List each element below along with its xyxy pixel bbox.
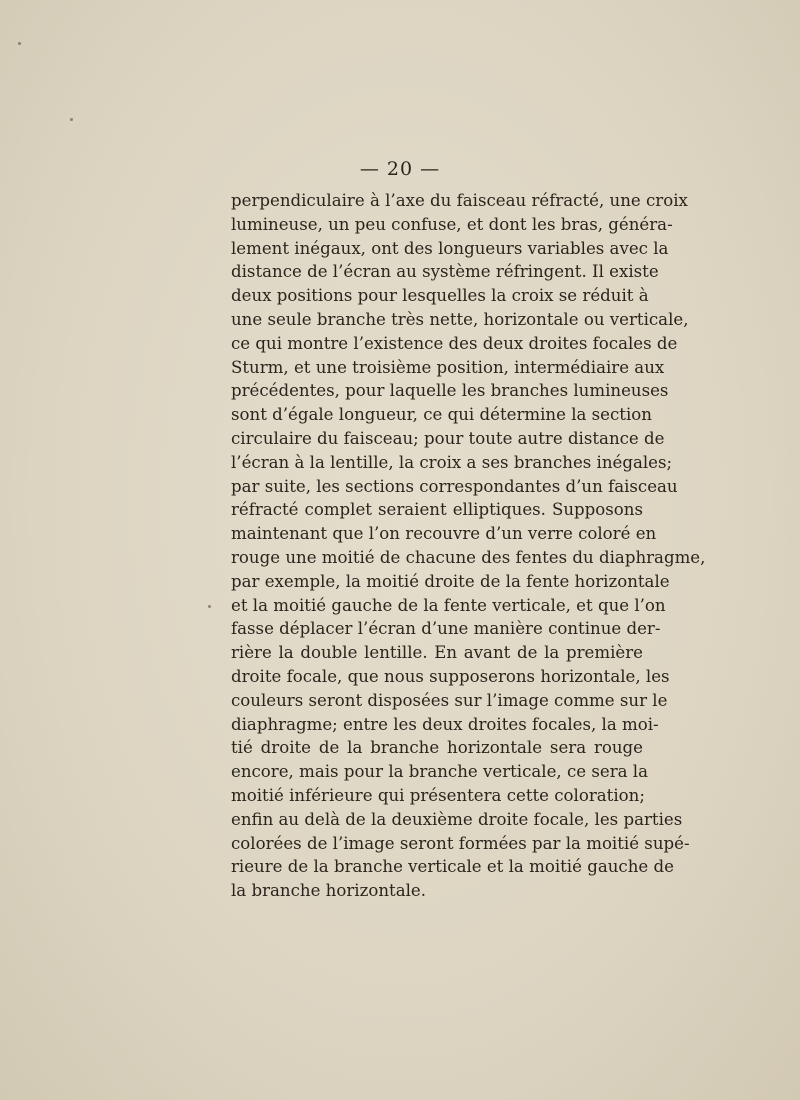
text-line: réfracté complet seraient elliptiques. Supposons bbox=[231, 500, 643, 520]
text-line: une seule branche très nette, horizontale ou verticale, bbox=[231, 309, 689, 329]
text-line: colorées de l’image seront formées par la moitié supé- bbox=[231, 833, 690, 853]
text-line: deux positions pour lesquelles la croix se réduit à bbox=[231, 286, 649, 306]
text-line: lement inégaux, ont des longueurs variables avec la bbox=[231, 238, 669, 258]
paper-speck bbox=[18, 42, 21, 45]
text-line: et la moitié gauche de la fente verticale, et que l’on bbox=[231, 595, 666, 615]
text-line: précédentes, pour laquelle les branches lumineuses bbox=[231, 381, 669, 401]
text-line: rieure de la branche verticale et la moitié gauche de bbox=[231, 857, 674, 877]
page-number: — 20 — bbox=[359, 158, 441, 180]
text-line: couleurs seront disposées sur l’image comme sur le bbox=[231, 690, 668, 710]
text-line: circulaire du faisceau; pour toute autre distance de bbox=[231, 428, 665, 448]
text-line: Sturm, et une troisième position, intermédiaire aux bbox=[231, 357, 665, 377]
text-line: enfin au delà de la deuxième droite focale, les parties bbox=[231, 809, 683, 829]
text-line: distance de l’écran au système réfringent. Il existe bbox=[231, 262, 659, 282]
text-line: encore, mais pour la branche verticale, ce sera la bbox=[231, 762, 648, 782]
text-line: maintenant que l’on recouvre d’un verre coloré en bbox=[231, 524, 657, 544]
body-text bbox=[231, 189, 706, 903]
text-line: diaphragme; entre les deux droites focales, la moi- bbox=[231, 714, 659, 734]
text-line: sont d’égale longueur, ce qui détermine la section bbox=[231, 405, 652, 425]
text-line: par suite, les sections correspondantes d’un faisceau bbox=[231, 476, 678, 496]
text-line: ce qui montre l’existence des deux droites focales de bbox=[231, 333, 678, 353]
paper-speck bbox=[208, 605, 211, 608]
text-line: l’écran à la lentille, la croix a ses branches inégales; bbox=[231, 452, 673, 472]
text-line: lumineuse, un peu confuse, et dont les bras, généra- bbox=[231, 214, 673, 234]
paper-speck bbox=[70, 118, 73, 121]
text-line: rière la double lentille. En avant de la première bbox=[231, 643, 643, 663]
text-line: par exemple, la moitié droite de la fente horizontale bbox=[231, 571, 670, 591]
text-line: tié droite de la branche horizontale sera rouge bbox=[231, 738, 643, 758]
text-line: moitié inférieure qui présentera cette coloration; bbox=[231, 785, 645, 805]
text-line: fasse déplacer l’écran d’une manière continue der- bbox=[231, 619, 661, 639]
text-line: la branche horizontale. bbox=[231, 881, 426, 901]
text-line: droite focale, que nous supposerons horizontale, les bbox=[231, 666, 670, 686]
text-line: rouge une moitié de chacune des fentes du diaphragme, bbox=[231, 547, 706, 567]
text-line: perpendiculaire à l’axe du faisceau réfracté, une croix bbox=[231, 191, 688, 210]
